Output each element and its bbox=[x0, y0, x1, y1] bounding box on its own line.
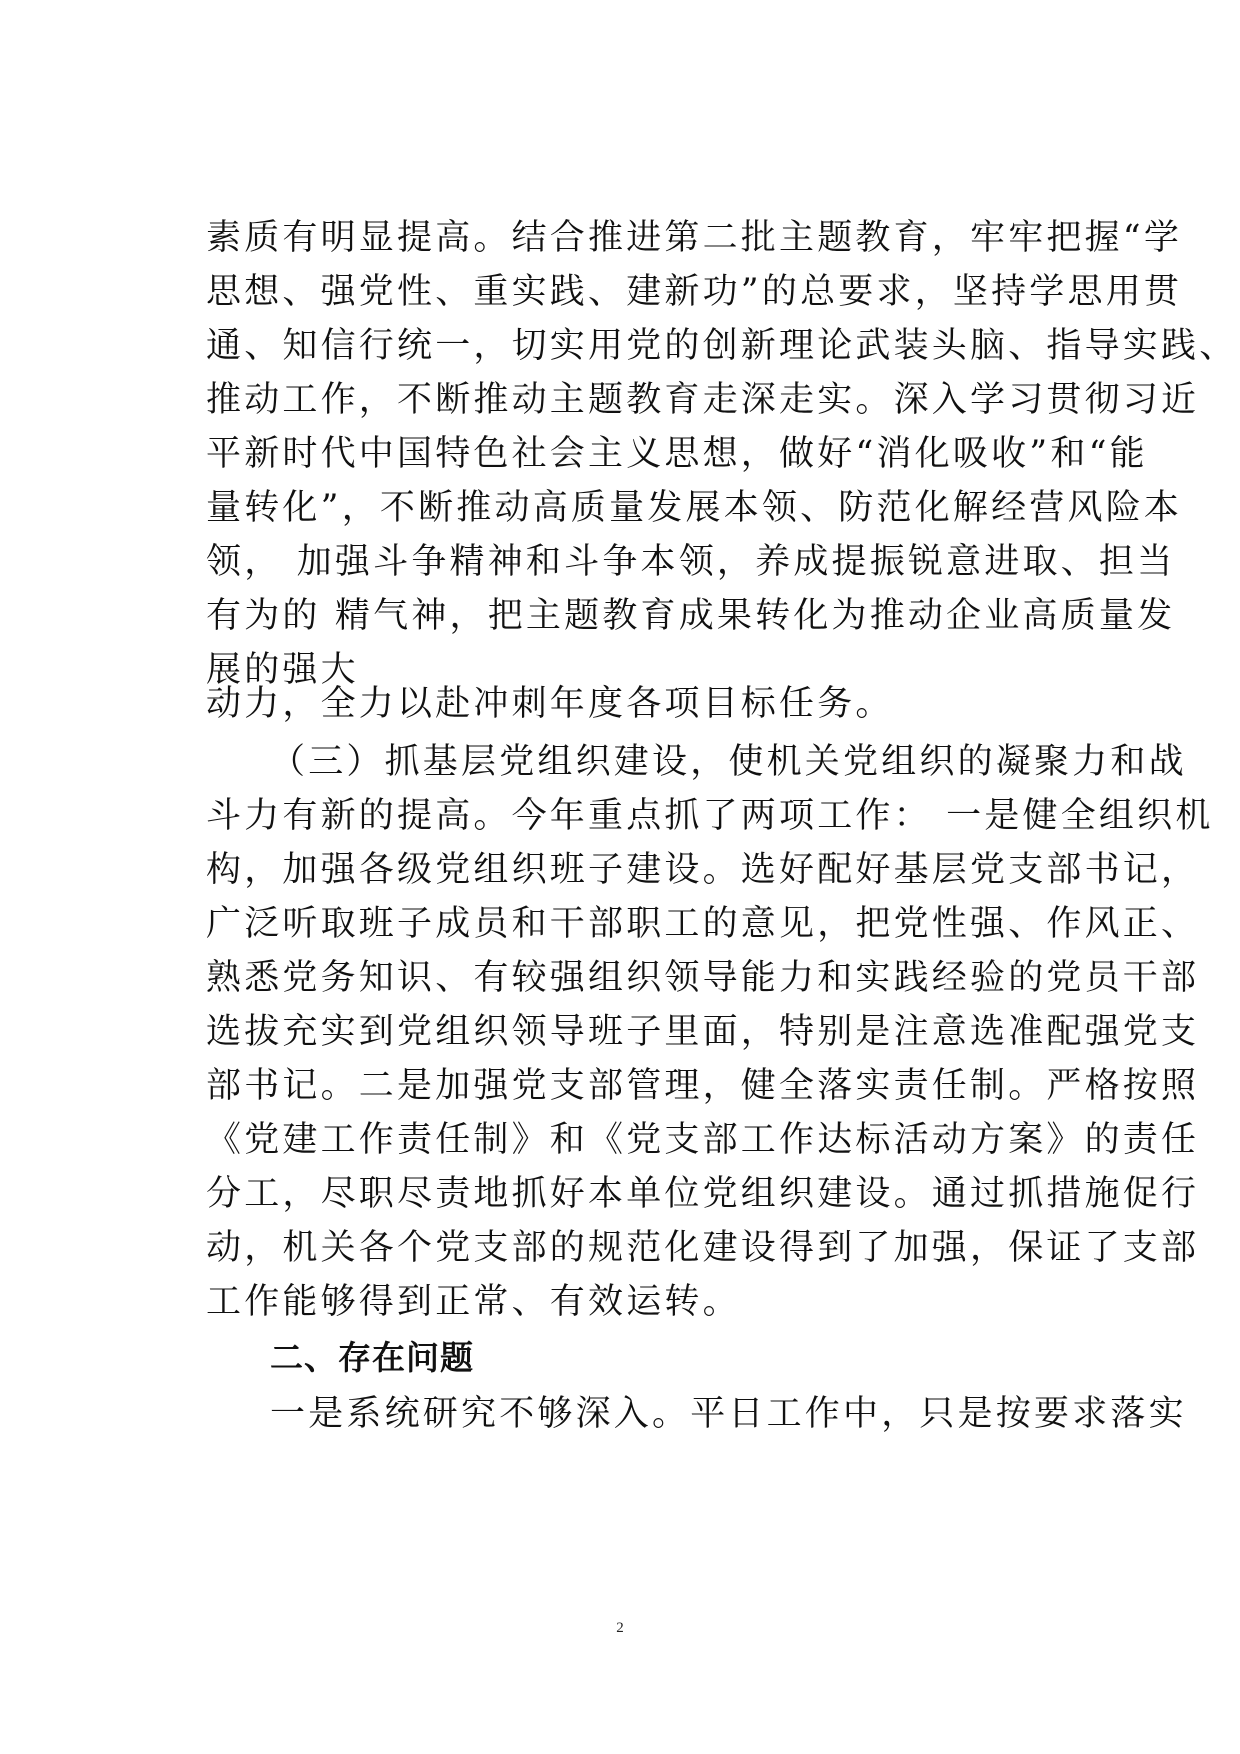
body-text-line: 思想、强党性、重实践、建新功”的总要求，坚持学思用贯 bbox=[206, 272, 1183, 312]
body-text-line: 通、知信行统一，切实用党的创新理论武装头脑、指导实践、 bbox=[206, 326, 1238, 366]
body-text-line: 领， 加强斗争精神和斗争本领，养成提振锐意进取、担当 bbox=[206, 542, 1176, 582]
body-text-line: 部书记。二是加强党支部管理，健全落实责任制。严格按照 bbox=[206, 1066, 1200, 1106]
body-text-line: 量转化”，不断推动高质量发展本领、防范化解经营风险本 bbox=[206, 488, 1183, 528]
page-number: 2 bbox=[616, 1620, 624, 1636]
body-text-line: 一是系统研究不够深入。平日工作中，只是按要求落实 bbox=[270, 1394, 1187, 1434]
body-text-line: 展的强大 bbox=[206, 650, 359, 690]
body-text-line: 素质有明显提高。结合推进第二批主题教育，牢牢把握“学 bbox=[206, 218, 1183, 258]
body-text-line: 熟悉党务知识、有较强组织领导能力和实践经验的党员干部 bbox=[206, 958, 1200, 998]
body-text-line: 推动工作，不断推动主题教育走深走实。深入学习贯彻习近 bbox=[206, 380, 1200, 420]
body-text-line: 平新时代中国特色社会主义思想，做好“消化吸收”和“能 bbox=[206, 434, 1148, 474]
body-text-line: 《党建工作责任制》和《党支部工作达标活动方案》的责任 bbox=[206, 1120, 1200, 1160]
section-heading: 二、存在问题 bbox=[270, 1338, 474, 1377]
body-text-line: 工作能够得到正常、有效运转。 bbox=[206, 1282, 741, 1322]
body-text-line: 有为的 精气神，把主题教育成果转化为推动企业高质量发 bbox=[206, 596, 1176, 636]
body-text-line: 选拔充实到党组织领导班子里面，特别是注意选准配强党支 bbox=[206, 1012, 1200, 1052]
body-text-line: 动，机关各个党支部的规范化建设得到了加强，保证了支部 bbox=[206, 1228, 1200, 1268]
body-text-line: 动力，全力以赴冲刺年度各项目标任务。 bbox=[206, 684, 894, 724]
body-text-line: （三）抓基层党组织建设，使机关党组织的凝聚力和战 bbox=[270, 742, 1187, 782]
body-text-line: 构，加强各级党组织班子建设。选好配好基层党支部书记， bbox=[206, 850, 1200, 890]
body-text-line: 斗力有新的提高。今年重点抓了两项工作： 一是健全组织机 bbox=[206, 796, 1214, 836]
body-text-line: 广泛听取班子成员和干部职工的意见，把党性强、作风正、 bbox=[206, 904, 1200, 944]
body-text-line: 分工，尽职尽责地抓好本单位党组织建设。通过抓措施促行 bbox=[206, 1174, 1200, 1214]
